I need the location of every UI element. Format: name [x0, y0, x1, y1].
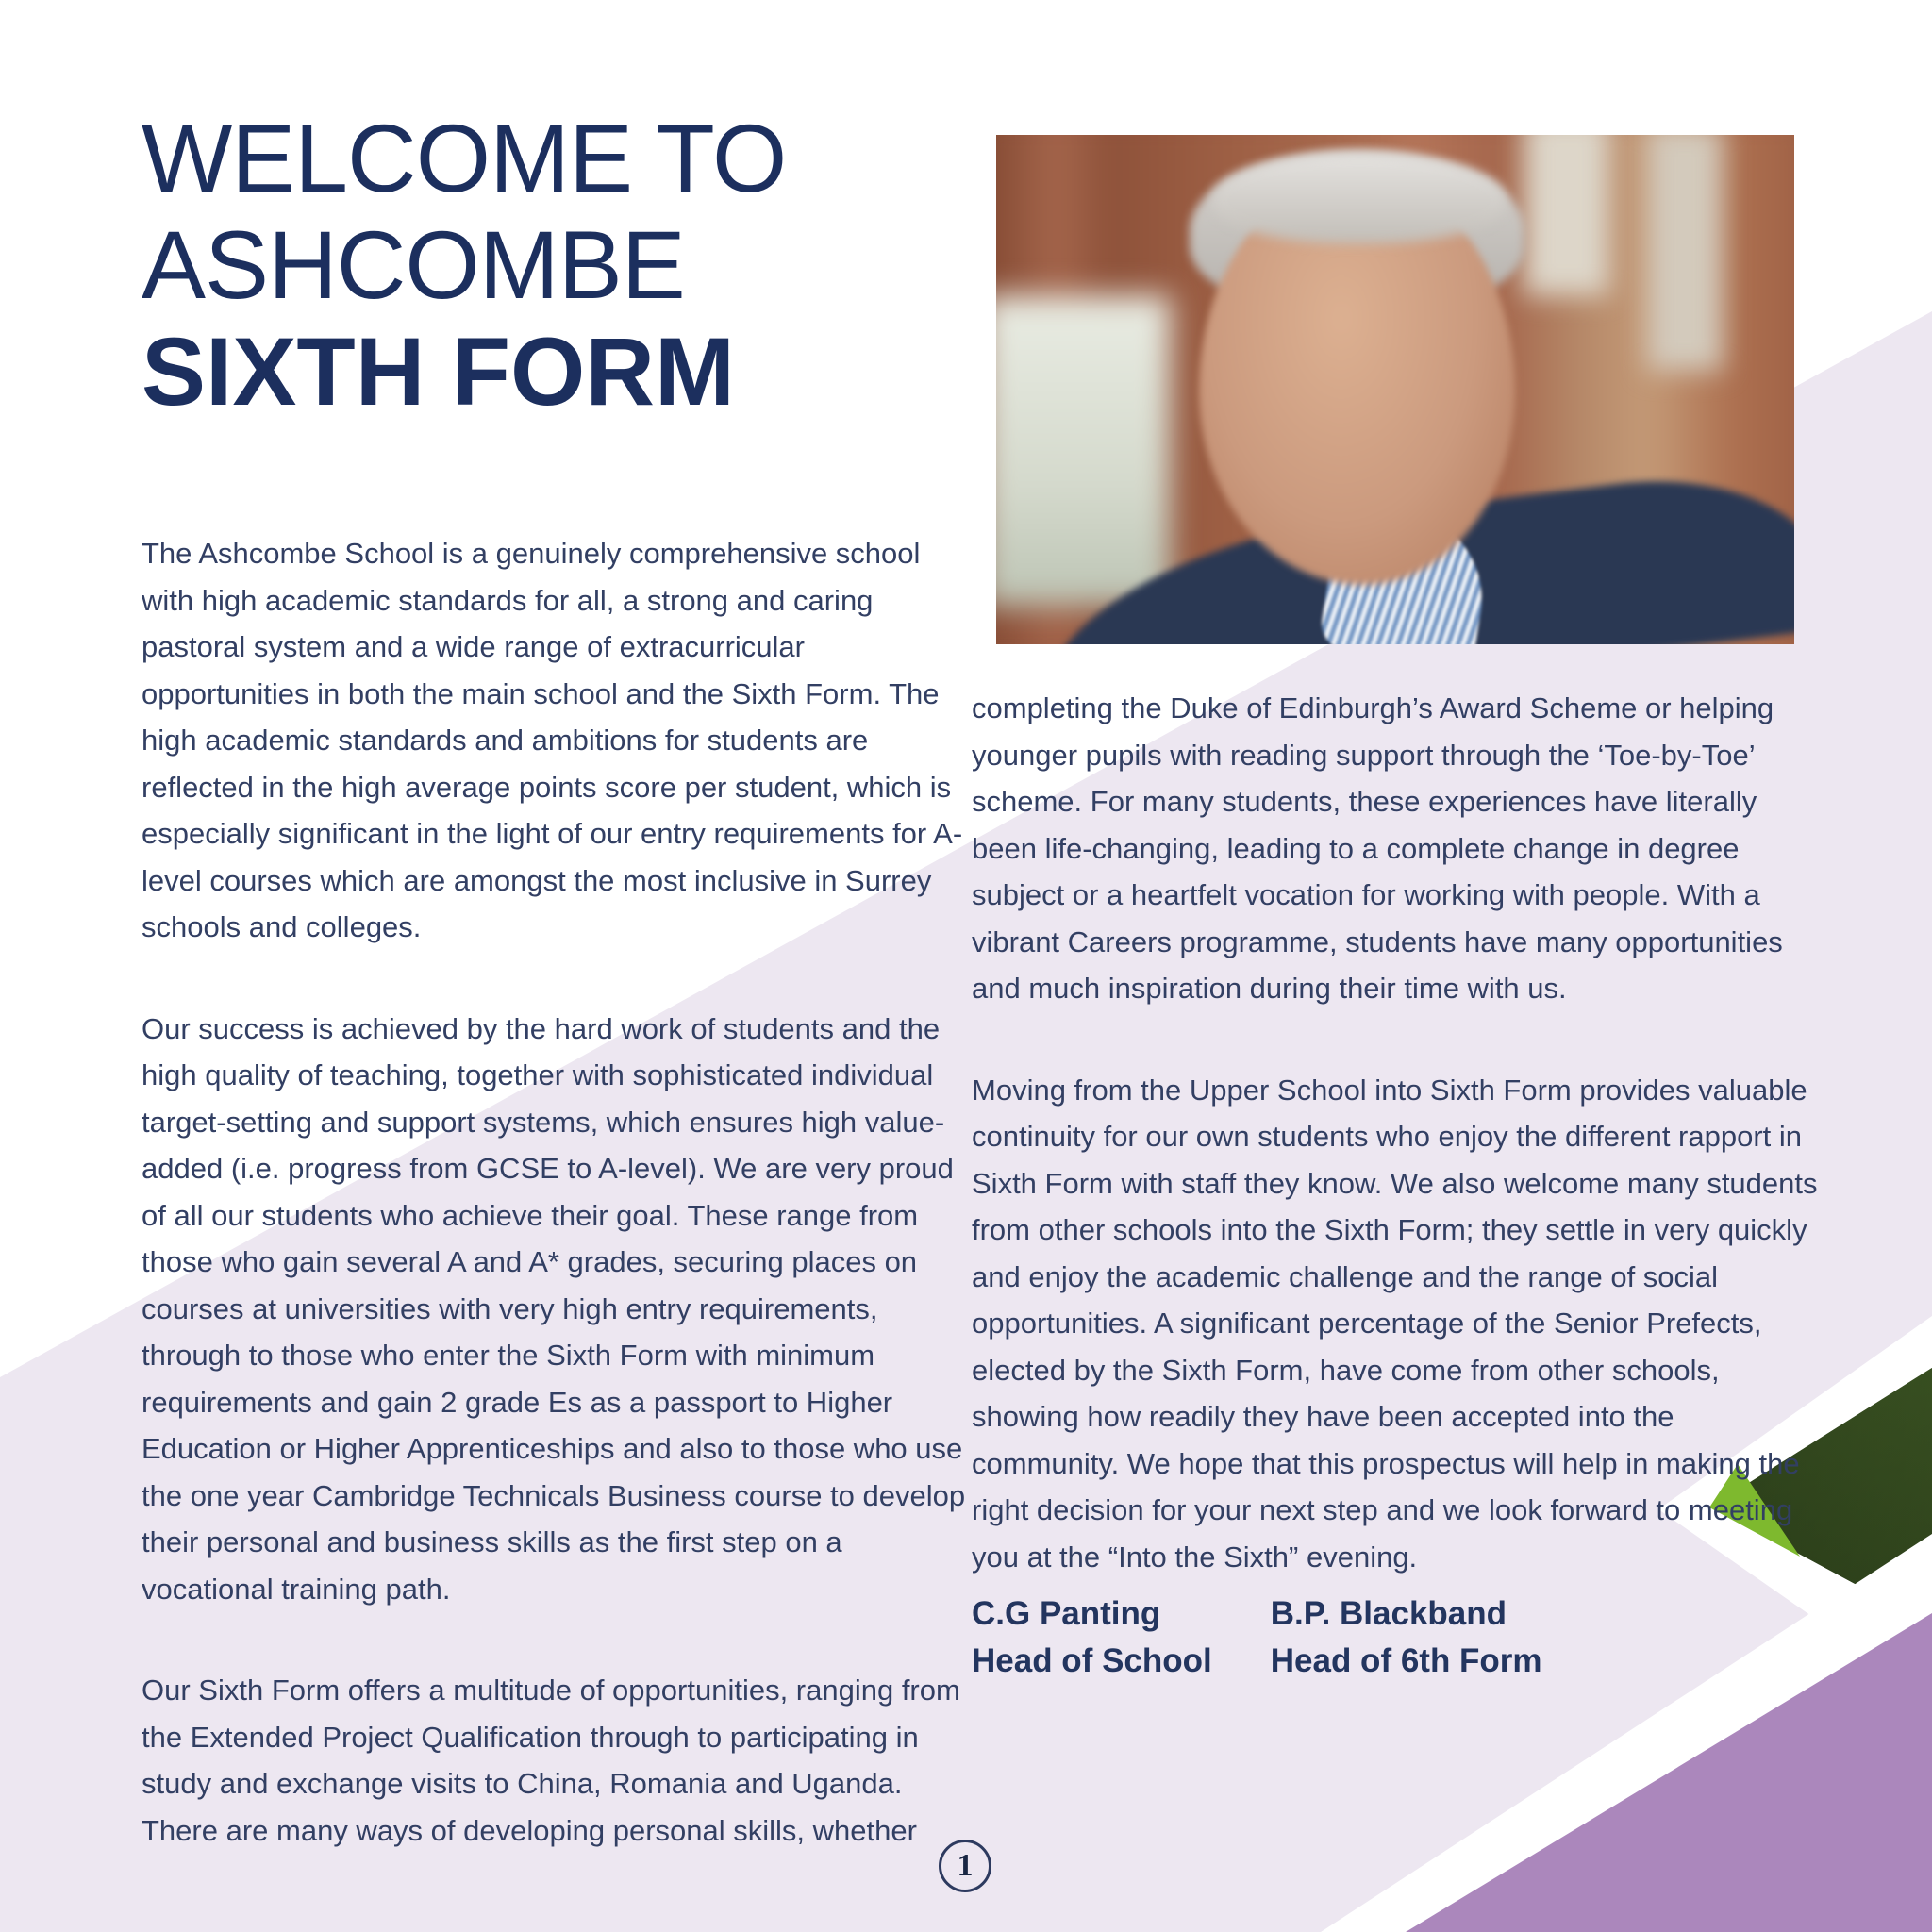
signature-head-of-6th-form	[1271, 1591, 1542, 1685]
photo-window-blur	[996, 295, 1171, 607]
signature-block	[972, 1591, 1542, 1685]
paragraph: Our success is achieved by the hard work of students and the high quality of teaching, together with sophisticated individual target-setting and support systems, which ensures high value-added (i.e. progress from GCSE to A-level). We are very proud of all our students who achieve their goal. These range from those who gain several A and A* grades, securing places on courses at universities with very high entry requirements, through to those who enter the Sixth Form with minimum requirements and gain 2 grade Es as a passport to Higher Education or Higher Apprenticeships and also to those who use the one year Cambridge Technicals Business course to develop their personal and business skills as the first step on a vocational training path.	[142, 1011, 966, 1606]
page-number-badge	[939, 1840, 991, 1892]
signature-title: Head of 6th Form	[1270, 1642, 1542, 1679]
head-of-school-photo	[996, 135, 1794, 644]
title-line-3: SIXTH FORM	[142, 318, 735, 425]
signature-name: B.P. Blackband	[1270, 1595, 1507, 1632]
paragraph: The Ashcombe School is a genuinely comprehensive school with high academic standards for all, a strong and caring pastoral system and a wide range of extracurricular opportunities in both the main school and the Sixth Form. The high academic standards and ambitions for students are reflected in the high average points score per student, which is especially significant in the light of our entry requirements for A-level courses which are amongst the most inclusive in Surrey schools and colleges.	[142, 537, 963, 943]
paragraph: Moving from the Upper School into Sixth Form provides valuable continuity for our own students who enjoy the different rapport in Sixth Form with staff they know. We also welcome many students from other schools into the Sixth Form; they settle in very quickly and enjoy the academic challenge and the range of social opportunities. A significant percentage of the Senior Prefects, elected by the Sixth Form, have come from other schools, showing how readily they have been accepted into the community. We hope that this prospectus will help in making the right decision for your next step and we look forward to meeting you at the “Into the Sixth” evening.	[972, 1073, 1818, 1574]
title-line-2: ASHCOMBE	[142, 211, 685, 319]
page-number: 1	[957, 1848, 974, 1883]
paragraph: completing the Duke of Edinburgh’s Award Scheme or helping younger pupils with reading support through the ‘Toe-by-Toe’ scheme. For many students, these experiences have literally been life-changing, leading to a complete change in degree subject or a heartfelt vocation for working with people. With a vibrant Careers programme, students have many opportunities and much inspiration during their time with us.	[972, 691, 1783, 1005]
photo-window-blur	[1647, 135, 1723, 371]
photo-hair	[1213, 154, 1506, 243]
title-line-1: WELCOME TO	[142, 105, 787, 212]
photo-window-blur	[1524, 135, 1609, 295]
page-title	[142, 106, 786, 425]
signature-head-of-school	[972, 1591, 1212, 1685]
left-text-column	[142, 530, 972, 1908]
signature-name: C.G Panting	[972, 1595, 1161, 1632]
signature-title: Head of School	[972, 1642, 1212, 1679]
right-text-column	[972, 685, 1825, 1635]
paragraph: Our Sixth Form offers a multitude of opportunities, ranging from the Extended Project Qualification through to participating in study and exchange visits to China, Romania and Uganda. There are many ways of developing personal skills, whether	[142, 1674, 960, 1847]
